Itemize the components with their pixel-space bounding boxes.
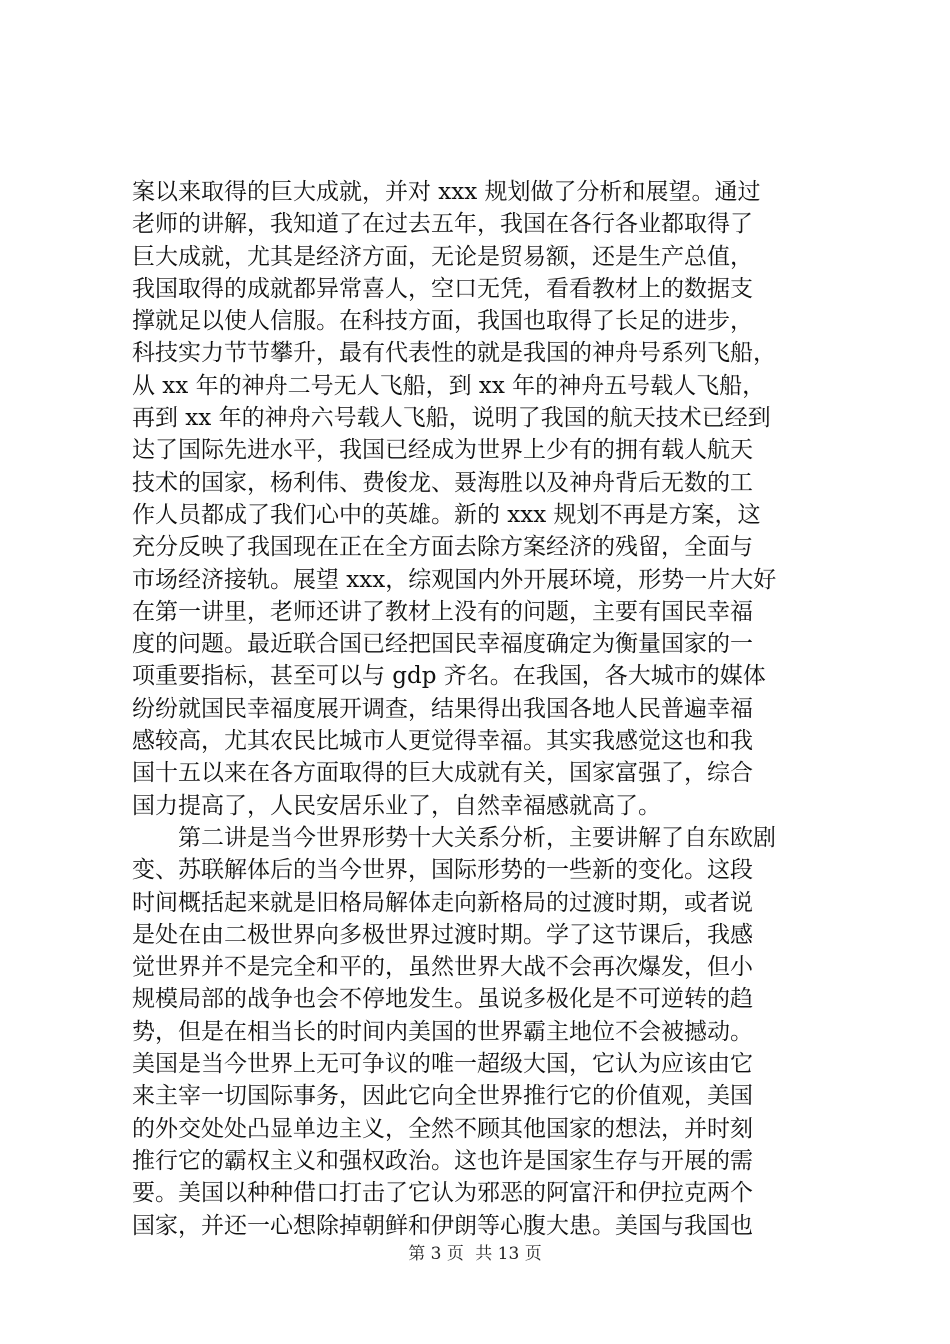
page-number: 第 3 页	[408, 1244, 464, 1264]
text-line: 时间概括起来就是旧格局解体走向新格局的过渡时期，或者说	[132, 889, 753, 916]
text-line: 科技实力节节攀升，最有代表性的就是我国的神舟号系列飞船，	[132, 340, 776, 367]
text-line: 要。美国以种种借口打击了它认为邪恶的阿富汗和伊拉克两个	[132, 1180, 753, 1207]
text-line: 度的问题。最近联合国已经把国民幸福度确定为衡量国家的一	[132, 631, 753, 658]
text-line: 在第一讲里，老师还讲了教材上没有的问题，主要有国民幸福	[132, 598, 753, 625]
text-line: 技术的国家，杨利伟、费俊龙、聂海胜以及神舟背后无数的工	[132, 469, 753, 496]
text-line: 充分反映了我国现在正在全方面去除方案经济的残留，全面与	[132, 534, 753, 561]
text-line: 国十五以来在各方面取得的巨大成就有关，国家富强了，综合	[132, 760, 753, 787]
text-line: 老师的讲解，我知道了在过去五年，我国在各行各业都取得了	[132, 211, 753, 238]
text-line: 项重要指标，甚至可以与 gdp 齐名。在我国，各大城市的媒体	[132, 663, 766, 690]
text-line: 的外交处处凸显单边主义，全然不顾其他国家的想法，并时刻	[132, 1115, 753, 1142]
text-line: 感较高，尤其农民比城市人更觉得幸福。其实我感觉这也和我	[132, 728, 753, 755]
text-line: 再到 xx 年的神舟六号载人飞船，说明了我国的航天技术已经到	[132, 405, 771, 432]
page-footer	[0, 1243, 950, 1265]
text-line: 规模局部的战争也会不停地发生。虽说多极化是不可逆转的趋	[132, 986, 753, 1013]
text-line: 国力提高了，人民安居乐业了，自然幸福感就高了。	[132, 792, 661, 819]
text-line: 来主宰一切国际事务，因此它向全世界推行它的价值观，美国	[132, 1083, 753, 1110]
page-total: 共 13 页	[475, 1244, 542, 1264]
text-line: 第二讲是当今世界形势十大关系分析，主要讲解了自东欧剧	[132, 824, 776, 851]
text-line: 国家，并还一心想除掉朝鲜和伊朗等心腹大患。美国与我国也	[132, 1212, 753, 1239]
text-line: 纷纷就国民幸福度展开调查，结果得出我国各地人民普遍幸福	[132, 695, 753, 722]
text-line: 我国取得的成就都异常喜人，空口无凭，看看教材上的数据支	[132, 275, 753, 302]
text-line: 市场经济接轨。展望 xxx，综观国内外开展环境，形势一片大好	[132, 566, 777, 593]
text-line: 觉世界并不是完全和平的，虽然世界大战不会再次爆发，但小	[132, 954, 753, 981]
text-line: 巨大成就，尤其是经济方面，无论是贸易额，还是生产总值，	[132, 243, 753, 270]
body-text	[132, 176, 822, 1242]
text-line: 美国是当今世界上无可争议的唯一超级大国，它认为应该由它	[132, 1051, 753, 1078]
text-line: 从 xx 年的神舟二号无人飞船，到 xx 年的神舟五号载人飞船，	[132, 372, 766, 399]
text-line: 案以来取得的巨大成就，并对 xxx 规划做了分析和展望。通过	[132, 179, 761, 205]
text-line: 撑就足以使人信服。在科技方面，我国也取得了长足的进步，	[132, 308, 753, 335]
text-line: 作人员都成了我们心中的英雄。新的 xxx 规划不再是方案，这	[132, 501, 761, 528]
text-line: 势，但是在相当长的时间内美国的世界霸主地位不会被撼动。	[132, 1018, 753, 1045]
text-line: 推行它的霸权主义和强权政治。这也许是国家生存与开展的需	[132, 1147, 753, 1174]
text-line: 变、苏联解体后的当今世界，国际形势的一些新的变化。这段	[132, 857, 753, 884]
text-line: 是处在由二极世界向多极世界过渡时期。学了这节课后，我感	[132, 921, 753, 948]
text-line: 达了国际先进水平，我国已经成为世界上少有的拥有载人航天	[132, 437, 753, 464]
